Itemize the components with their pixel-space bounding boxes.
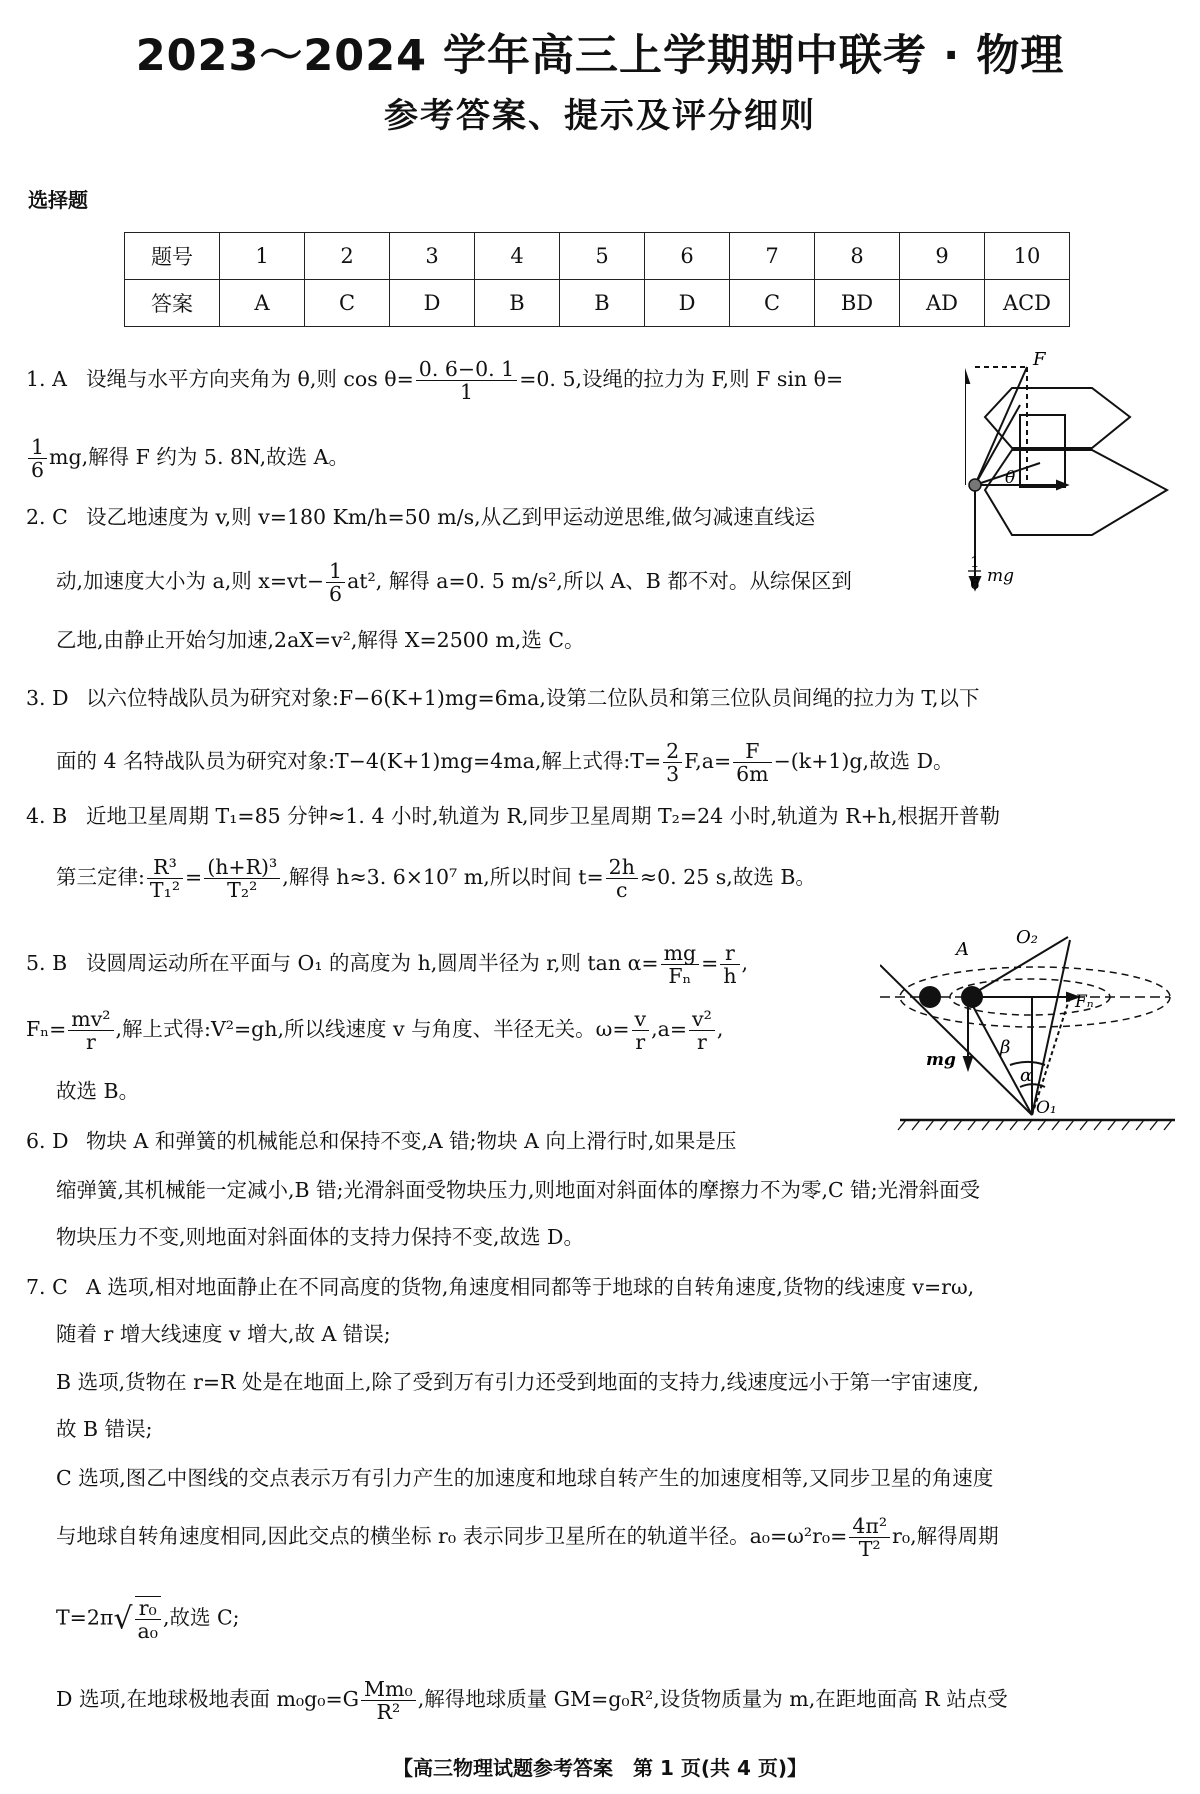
label-fraction-den: 6 <box>970 575 980 593</box>
text: 第三定律: <box>56 865 145 889</box>
conical-pendulum-diagram-q5 <box>880 925 1180 1135</box>
q7-line-2 <box>56 1322 391 1347</box>
answer-cell: D <box>645 280 730 327</box>
question-label: 5. B <box>26 951 68 975</box>
denominator: c <box>616 878 628 902</box>
fraction <box>663 740 682 785</box>
question-number: 6 <box>645 233 730 280</box>
question-label: 4. B <box>26 804 68 828</box>
numerator: r₀ <box>135 1597 161 1620</box>
text: = <box>185 865 203 889</box>
numerator: 2 <box>663 740 682 763</box>
text: A 选项,相对地面静止在不同高度的货物,角速度相同都等于地球的自转角速度,货物的线速度 v=rω, <box>86 1275 975 1299</box>
answer-cell: B <box>475 280 560 327</box>
text: r₀,解得周期 <box>892 1524 999 1548</box>
q6-line-2 <box>56 1178 980 1203</box>
q6-line-1 <box>26 1129 736 1154</box>
denominator: Fₙ <box>668 964 692 988</box>
label-o2: O₂ <box>1016 927 1038 948</box>
numerator: 1 <box>326 560 345 583</box>
question-number: 9 <box>900 233 985 280</box>
q3-line-2 <box>56 740 954 785</box>
q2-line-1 <box>26 505 815 530</box>
text: C 选项,图乙中图线的交点表示万有引力产生的加速度和地球自转产生的加速度相等,又同步卫星的角速度 <box>56 1466 994 1490</box>
numerator: Mm₀ <box>361 1678 416 1701</box>
text: ,故选 C; <box>162 1605 240 1630</box>
sqrt-icon: √ <box>113 1601 133 1637</box>
section-heading: 选择题 <box>28 188 88 212</box>
text: F,a= <box>684 749 732 773</box>
text: B 选项,货物在 r=R 处是在地面上,除了受到万有引力还受到地面的支持力,线速度远小于第一宇宙速度, <box>56 1370 980 1394</box>
question-label: 6. D <box>26 1129 69 1153</box>
answer-cell: ACD <box>985 280 1070 327</box>
page-title: 2023～2024 学年高三上学期期中联考 · 物理 <box>135 31 1065 81</box>
text: ≈0. 25 s,故选 B。 <box>639 865 816 889</box>
denominator: r <box>697 1030 707 1054</box>
question-number-row <box>125 233 1070 280</box>
answer-row <box>125 280 1070 327</box>
text: 缩弹簧,其机械能一定减小,B 错;光滑斜面受物块压力,则地面对斜面体的摩擦力不为零,C 错;光滑斜面受 <box>56 1178 981 1202</box>
label-alpha: α <box>1020 1065 1033 1086</box>
question-label: 7. C <box>26 1275 68 1299</box>
text: ,解上式得:V²=gh,所以线速度 v 与角度、半径无关。ω= <box>115 1017 630 1041</box>
question-number: 5 <box>560 233 645 280</box>
text: 动,加速度大小为 a,则 x=vt− <box>56 569 325 593</box>
label-mg: mg <box>926 1050 956 1070</box>
question-number: 8 <box>815 233 900 280</box>
q1-line-1 <box>26 358 843 403</box>
label-theta: θ <box>1005 468 1016 488</box>
ball-right <box>961 986 983 1008</box>
text: 设绳与水平方向夹角为 θ,则 cos θ= <box>86 367 414 391</box>
fraction <box>689 1008 715 1053</box>
numerator: mv² <box>68 1008 113 1031</box>
denominator: R² <box>376 1700 401 1724</box>
q2-line-3 <box>56 628 585 653</box>
fraction <box>416 358 517 403</box>
denominator: r <box>635 1030 646 1054</box>
answer-cell: A <box>220 280 305 327</box>
text: −(k+1)g,故选 D。 <box>773 749 954 773</box>
tilted-shapes <box>985 388 1167 535</box>
text: D 选项,在地球极地表面 m₀g₀=G <box>56 1687 360 1711</box>
label-a: A <box>956 939 969 960</box>
answer-cell: C <box>730 280 815 327</box>
text: 设圆周运动所在平面与 O₁ 的高度为 h,圆周半径为 r,则 tan α= <box>86 951 659 975</box>
numerator: 0. 6−0. 1 <box>416 358 517 381</box>
force-vectors <box>965 367 1067 589</box>
text: Fₙ= <box>26 1017 67 1041</box>
label-mg: mg <box>987 566 1015 586</box>
label-beta: β <box>1000 1037 1011 1058</box>
fraction <box>28 436 47 481</box>
denominator: 6 <box>31 458 45 482</box>
q4-line-1 <box>26 804 1000 829</box>
q7-line-3 <box>56 1370 979 1395</box>
fraction <box>720 942 739 987</box>
question-number: 4 <box>475 233 560 280</box>
fraction <box>733 740 771 785</box>
text: = <box>701 951 719 975</box>
numerator: R³ <box>147 856 183 879</box>
numerator: mg <box>661 942 700 965</box>
text: T=2π <box>56 1605 114 1630</box>
text: ,a= <box>651 1017 688 1041</box>
numerator: 2h <box>606 856 638 879</box>
text: 物块 A 和弹簧的机械能总和保持不变,A 错;物块 A 向上滑行时,如果是压 <box>86 1129 737 1153</box>
denominator: h <box>723 964 737 988</box>
denominator: T₂² <box>227 878 258 902</box>
fraction <box>326 560 345 605</box>
text: 故 B 错误; <box>56 1417 153 1441</box>
label-fraction-num: 1 <box>970 553 980 571</box>
row-label: 答案 <box>125 280 220 327</box>
numerator: 1 <box>28 436 47 459</box>
question-label: 2. C <box>26 505 68 529</box>
question-number: 7 <box>730 233 815 280</box>
label-fn: Fₙ <box>1075 992 1094 1012</box>
answer-cell: BD <box>815 280 900 327</box>
denominator: 6m <box>736 762 769 786</box>
question-label: 3. D <box>26 686 69 710</box>
numerator: (h+R)³ <box>204 856 280 879</box>
numerator: v <box>632 1008 650 1031</box>
text: 面的 4 名特战队员为研究对象:T−4(K+1)mg=4ma,解上式得:T= <box>56 749 662 773</box>
text: 物块压力不变,则地面对斜面体的支持力保持不变,故选 D。 <box>56 1225 584 1249</box>
pivot-point <box>969 479 981 491</box>
question-number: 1 <box>220 233 305 280</box>
fraction <box>147 856 183 901</box>
q1-line-2 <box>26 436 349 481</box>
question-number: 2 <box>305 233 390 280</box>
denominator: a₀ <box>137 1619 158 1643</box>
text: 近地卫星周期 T₁=85 分钟≈1. 4 小时,轨道为 R,同步卫星周期 T₂=24 小时,轨道为 R+h,根据开普勒 <box>86 804 1001 828</box>
numerator: F <box>733 740 771 763</box>
q7-line-5 <box>56 1466 993 1491</box>
text: ,解得 h≈3. 6×10⁷ m,所以时间 t= <box>282 865 604 889</box>
q7-line-1 <box>26 1275 974 1300</box>
rope-lines <box>880 937 1078 1115</box>
answer-cell: C <box>305 280 390 327</box>
ball-left <box>919 986 941 1008</box>
fraction <box>361 1678 416 1723</box>
denominator: T² <box>858 1537 881 1561</box>
question-label: 1. A <box>26 367 67 391</box>
text: 乙地,由静止开始匀加速,2aX=v²,解得 X=2500 m,选 C。 <box>56 628 585 652</box>
numerator: 4π² <box>849 1515 890 1538</box>
answer-table <box>124 232 1070 327</box>
q4-line-2 <box>56 856 816 901</box>
denominator: 6 <box>329 582 343 606</box>
text: 随着 r 增大线速度 v 增大,故 A 错误; <box>56 1322 391 1346</box>
text: =0. 5,设绳的拉力为 F,则 F sin θ= <box>519 367 844 391</box>
text: 故选 B。 <box>56 1079 140 1103</box>
fraction <box>632 1008 650 1053</box>
q7-line-4 <box>56 1417 153 1442</box>
denominator: 3 <box>666 762 680 786</box>
fraction <box>68 1008 113 1053</box>
ground-hatching <box>898 1120 1172 1130</box>
text: 设乙地速度为 v,则 v=180 Km/h=50 m/s,从乙到甲运动逆思维,做匀减速直线运 <box>86 505 816 529</box>
q7-line-7 <box>56 1596 240 1642</box>
q2-line-2 <box>56 560 852 605</box>
q3-line-1 <box>26 686 980 711</box>
label-f: F <box>1033 349 1046 370</box>
text: ,解得地球质量 GM=g₀R²,设货物质量为 m,在距地面高 R 站点受 <box>417 1687 1008 1711</box>
q5-line-2 <box>26 1008 723 1053</box>
numerator: r <box>720 942 739 965</box>
denominator: r <box>86 1030 96 1054</box>
page-footer: 【高三物理试题参考答案 第 1 页(共 4 页)】 <box>393 1756 807 1780</box>
row-label: 题号 <box>125 233 220 280</box>
q6-line-3 <box>56 1225 584 1250</box>
text: , <box>741 951 749 975</box>
text: 与地球自转角速度相同,因此交点的横坐标 r₀ 表示同步卫星所在的轨道半径。a₀=ω²r₀= <box>56 1524 848 1548</box>
q7-line-8 <box>56 1678 1008 1723</box>
fraction <box>661 942 700 987</box>
text: at², 解得 a=0. 5 m/s²,所以 A、B 都不对。从综保区到 <box>347 569 852 593</box>
fraction <box>204 856 280 901</box>
label-o1: O₁ <box>1036 1098 1057 1118</box>
answer-cell: AD <box>900 280 985 327</box>
text: mg,解得 F 约为 5. 8N,故选 A。 <box>49 445 349 469</box>
denominator: T₁² <box>149 878 181 902</box>
q5-line-3 <box>56 1079 139 1104</box>
denominator: 1 <box>459 380 474 404</box>
question-number: 10 <box>985 233 1070 280</box>
q5-line-1 <box>26 942 748 987</box>
numerator: v² <box>689 1008 715 1031</box>
force-diagram-q1 <box>965 345 1175 595</box>
fraction <box>849 1515 890 1560</box>
answer-cell: D <box>390 280 475 327</box>
text: , <box>716 1017 724 1041</box>
answer-cell: B <box>560 280 645 327</box>
fraction <box>135 1596 161 1642</box>
text: 以六位特战队员为研究对象:F−6(K+1)mg=6ma,设第二位队员和第三位队员间绳的拉力为 T,以下 <box>86 686 980 710</box>
page-subtitle: 参考答案、提示及评分细则 <box>384 96 816 136</box>
fraction <box>606 856 638 901</box>
q7-line-6 <box>56 1515 999 1560</box>
question-number: 3 <box>390 233 475 280</box>
